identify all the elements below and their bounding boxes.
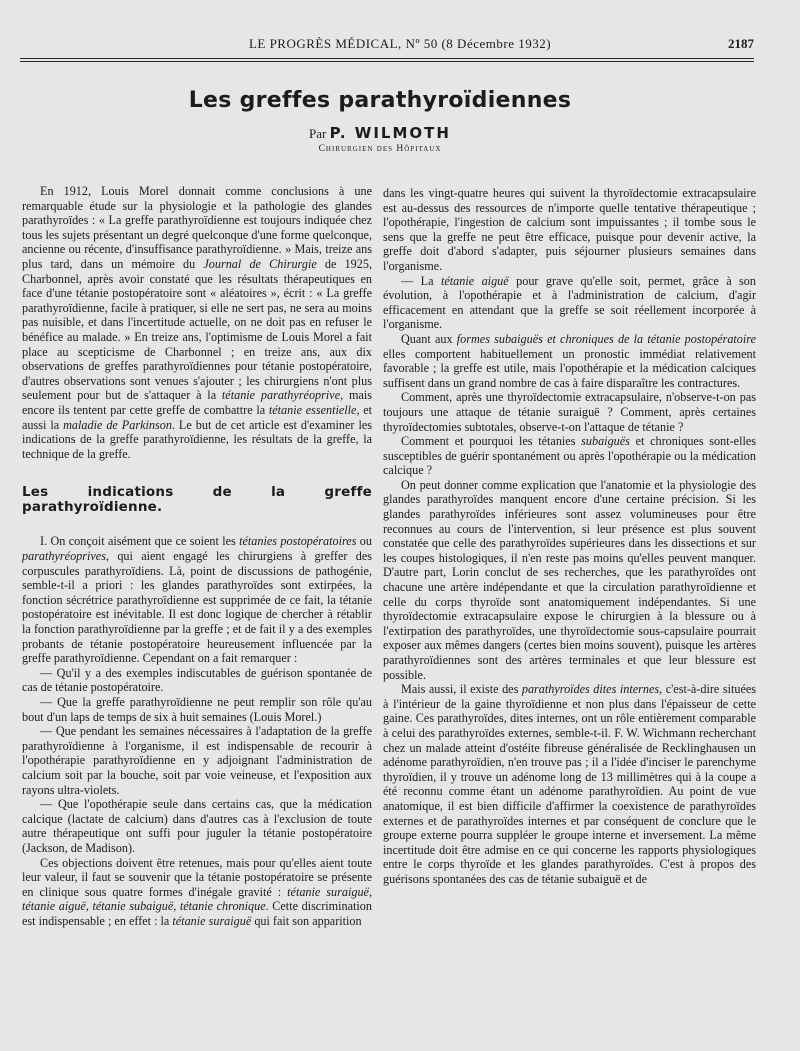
byline: [0, 124, 760, 142]
running-head: [0, 36, 800, 52]
paragraph: — Qu'il y a des exemples indiscutables de guérison spontanée de cas de tétanie postopératoire.: [22, 665, 372, 695]
left-column: [22, 184, 372, 1044]
paragraph: — Que l'opothérapie seule dans certains cas, que la médication calcique (lactate de calcium) dans d'autres cas à l'exclusion de toute autre thérapeutique ont suffi pour juguler la tétanie postopératoire (Jackson, de Madison).: [22, 797, 372, 855]
header-rule-top: [20, 58, 754, 59]
paragraph: I. On conçoit aisément que ce soient les tétanies postopératoires ou parathyréoprives, qui aient engagé les chirurgiens à greffer des corpuscules parathyroïdiens. Là, point de discussions de pathogénie, semble-t-il a priori : les glandes parathyroïdes sont extirpées, la fonction sécrétrice parathyroïdienne est supprimée de ce fait, la tétanie postopératoire est inévitable. Il est donc logique de chercher à rétablir la fonction parathyroïdienne par la greffe ; et de fait il y a des exemples probants de tétanie postopératoire heureusement influencée par la greffe parathyroïdienne. Cependant on a fait remarquer :: [22, 534, 372, 666]
paragraph: — Que la greffe parathyroïdienne ne peut remplir son rôle qu'au bout d'un laps de temps de six à huit semaines (Louis Morel.): [22, 695, 372, 724]
paragraph: Quant aux formes subaiguës et chroniques de la tétanie postopératoire elles comportent habituellement un pronostic immédiat relativement favorable ; la greffe est utile, mais l'opothérapie et la médication calciques suffisent dans un grand nombre de cas à faire disparaître les contractures.: [383, 331, 756, 390]
article-title: Les greffes parathyroïdiennes: [188, 88, 572, 113]
byline-prefix: Par: [309, 126, 327, 141]
section-heading: Les indications de la greffe parathyroïdienne.: [22, 484, 372, 515]
paragraph: dans les vingt-quatre heures qui suivent la thyroïdectomie extracapsulaire est au-dessus des ressources de n'importe quelle tentative thérapeutique ; l'opothérapie, l'ingestion de calcium sont impuissantes ; il tombe sous le sens que la greffe ne peut être efficace, puisque pour devenir active, la greffe doit d'abord s'adapter, puis séjourner plusieurs semaines dans l'organisme.: [383, 186, 756, 273]
right-column: [383, 186, 756, 1046]
paragraph: — La tétanie aiguë pour grave qu'elle soit, permet, grâce à son évolution, à l'opothérapie et à l'administration de calcium, d'agir efficacement en attendant que la greffe se soit réellement incorporée à l'organisme.: [383, 273, 756, 332]
paragraph: Comment, après une thyroïdectomie extracapsulaire, n'observe-t-on pas toujours une attaque de tétanie suraiguë ? Comment, après certaines thyroïdectomies subtotales, observe-t-on l'attaque de tétanie ?: [383, 390, 756, 434]
journal-line: LE PROGRÈS MÉDICAL, Nº 50 (8 Décembre 1932): [248, 36, 552, 51]
author-name: P. WILMOTH: [329, 124, 451, 142]
paragraph: Mais aussi, il existe des parathyroïdes dites internes, c'est-à-dire situées à l'intérieur de la gaine thyroïdienne et non plus dans l'épaisseur de cette gaine. Ces parathyroïdes, dites internes, ont un rôle entièrement comparable à celui des parathyroïdes externes, semble-t-il. F. W. Wichmann recherchant chez un malade atteint d'ostéite fibreuse généralisée de Recklinghausen un adénome parathyroïdien, n'en trouve pas ; il a l'idée d'inciser le parenchyme thyroïdien, il y trouve un adénome long de 13 millimètres qui à la coupe a été reconnu comme étant un adénome parathyroïdien. Au point de vue anatomique, il est bien difficile d'affirmer la coexistence de parathyroïdes externes et de parathyroïdes internes et par conséquent de conclure que le groupe externe pourra suppléer le groupe interne et inversement. La même incertitude doit être admise en ce qui concerne les rapports physiologiques entre le corps thyroïde et les glandes parathyroïdes. C'est à propos des guérisons spontanées des cas de tétanie subaiguë et de: [383, 682, 756, 886]
author-affiliation: Chirurgien des Hôpitaux: [318, 144, 442, 154]
header-rule-bottom: [20, 61, 754, 62]
paragraph: En 1912, Louis Morel donnait comme conclusions à une remarquable étude sur la physiologie et la pathologie des glandes parathyroïdes : « La greffe parathyroïdienne est toujours indiquée chez tous les sujets présentant un degré quelconque d'une forme quelconque, ancienne ou récente, d'insuffisance parathyroïdienne. » Mais, treize ans plus tard, dans un mémoire du Journal de Chirurgie de 1925, Charbonnel, après avoir constaté que les résultats thérapeutiques en face d'une tétanie postopératoire sont « aléatoires », écrit : « La greffe parathyroïdienne, facile à pratiquer, si elle ne sert pas, ne sera au moins pas nuisible, et dans l'incertitude actuelle, on ne doit pas en refuser le bénéfice au malade. » En treize ans, l'optimisme de Louis Morel a fait place au scepticisme de Charbonnel ; en treize ans, aux dix observations de greffes parathyroïdiennes pour tétanie postopératoire, d'autres observations sont venues s'ajouter ; les chirurgiens n'ont plus seulement pour but de s'attaquer à la tétanie parathyréoprive, mais encore ils tentent par cette greffe de combattre la tétanie essentielle, et aussi la maladie de Parkinson. Le but de cet article est d'examiner les indications de la greffe parathyroïdienne, les résultats de la greffe, la technique de la greffe.: [22, 184, 372, 461]
paragraph: — Que pendant les semaines nécessaires à l'adaptation de la greffe parathyroïdienne à l'organisme, il est indispensable de recourir à l'opothérapie parathyroïdienne en y adjoignant l'administration de calcium soit par la bouche, soit par voie veineuse, et l'exposition aux rayons ultra-violets.: [22, 724, 372, 797]
page-number: 2187: [728, 36, 754, 51]
paragraph: Comment et pourquoi les tétanies subaiguës et chroniques sont-elles susceptibles de guérir spontanément ou après l'opothérapie ou la médication calcique ?: [383, 434, 756, 478]
paragraph: On peut donner comme explication que l'anatomie et la physiologie des glandes parathyroïdes manquent encore d'une certaine précision. Si les glandes parathyroïdes inférieures sont assez volumineuses pour être reconnues au cours de l'intervention, si leur présence est plus souvent constatée que celle des parathyroïdes supérieures dans les dissections et sur les coupes histologiques, il n'en reste pas moins qu'elles peuvent manquer. D'autre part, Lorin conclut de ses recherches, que les parathyroïdes ont chacune une artère indépendante et que la circulation parathyroïdienne et celle du corps thyroïde sont anatomiquement indépendantes. Si une thyroïdectomie extracapsulaire expose le chirurgien à la blessure ou à l'extirpation des parathyroïdes, une thyroïdectomie sous-capsulaire pourrait exposer aux mêmes dangers (certes bien moins souvent), puisque les artères parathyroïdiennes sont des artères terminales et que leur blessure est possible.: [383, 477, 756, 682]
paragraph: Ces objections doivent être retenues, mais pour qu'elles aient toute leur valeur, il faut se souvenir que la tétanie postopératoire se présente en clinique sous quatre formes d'inégale gravité : tétanie suraiguë, tétanie aiguë, tétanie subaiguë, tétanie chronique. Cette discrimination est indispensable ; en effet : la tétanie suraiguë qui fait son apparition: [22, 855, 372, 928]
